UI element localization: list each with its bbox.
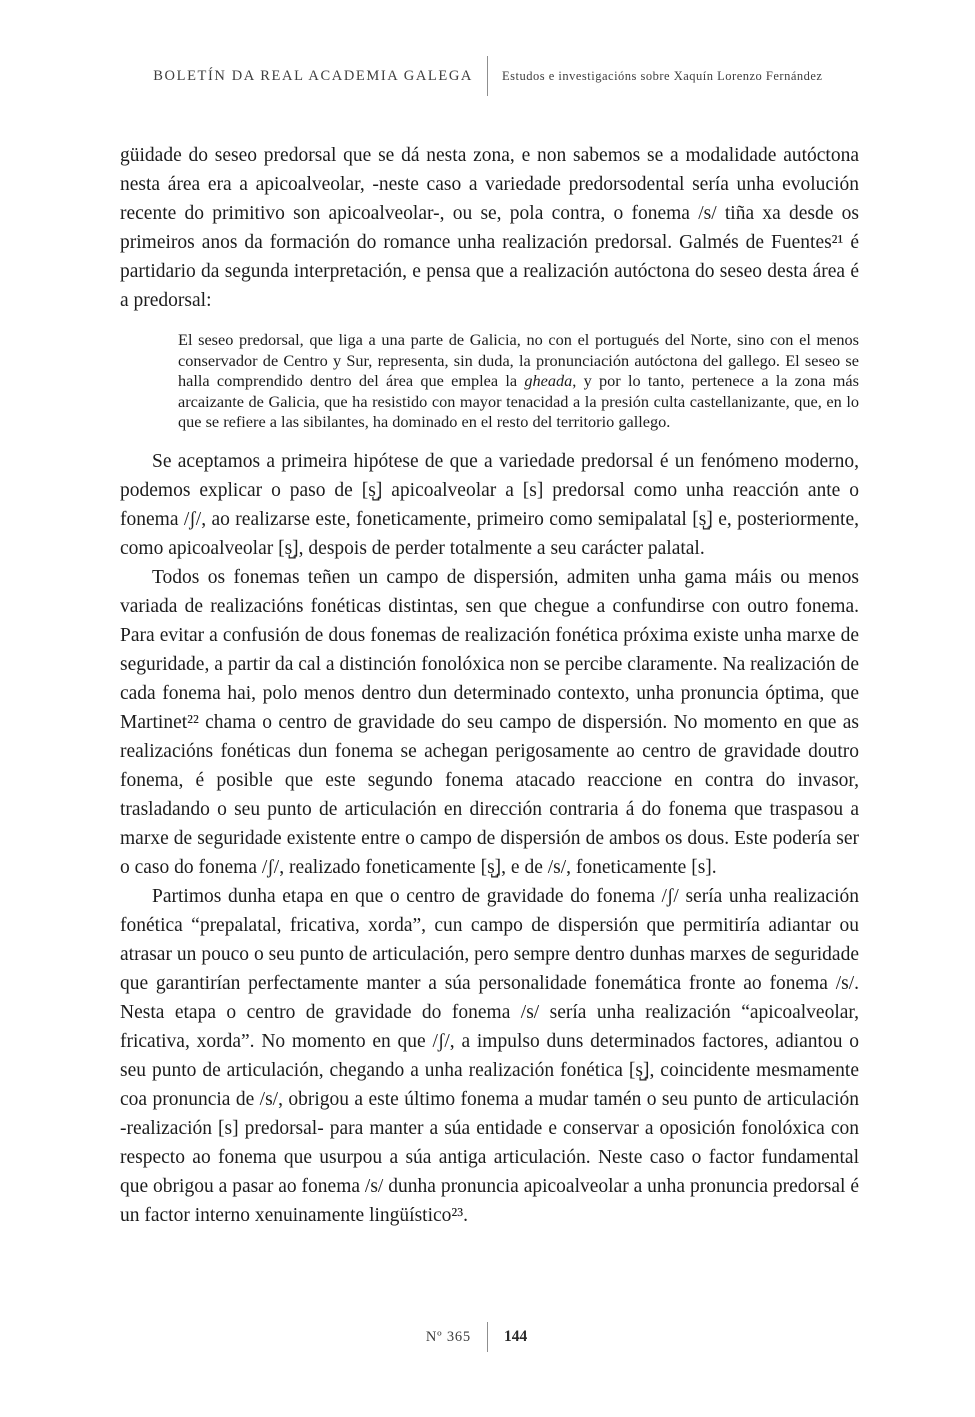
- quote-text-part2: , y por lo tanto, pertenece a la zona más arcaizante de Galicia, que ha resistido con mayor tenacidad a la presión culta castellanizante, que, en lo que se refiere a las sibilantes, ha dominado en el resto del territorio gallego.: [178, 371, 859, 432]
- page-footer: [0, 1322, 975, 1352]
- quote-italic-term: gheada: [524, 371, 573, 391]
- paragraph: Se aceptamos a primeira hipótese de que a variedade predorsal é un fenómeno moderno, podemos explicar o paso de [s̺] apicoalveolar a [s] predorsal como unha reacción ante o fonema /ʃ/, ao realizarse este, foneticamente, primeiro como semipalatal [s̺] e, posteriormente, como apicoalveolar [s̺], despois de perder totalmente a seu carácter palatal.: [120, 450, 859, 559]
- article-body: [120, 141, 859, 1230]
- issue-subtitle: Estudos e investigacións sobre Xaquín Lorenzo Fernández: [502, 68, 823, 83]
- page-number: 144: [504, 1328, 528, 1345]
- issue-number: Nº 365: [425, 1328, 471, 1345]
- paragraph-continuation: güidade do seseo predorsal que se dá nesta zona, e non sabemos se a modalidade autóctona nesta área era a apicoalveolar, -neste caso a variedade predorsodental sería unha evolución recente do primitivo son apicoalveolar-, ou se, pola contra, o fonema /s/ tiña xa desde os primeiros anos da formación do romance unha realización predorsal. Galmés de Fuentes²¹ é partidario da segunda interpretación, e pensa que a realización autóctona do seseo desta área é a predorsal:: [120, 145, 859, 311]
- quote-text-part1: El seseo predorsal, que liga a una parte de Galicia, no con el portugués del Norte, sino con el menos conservador de Centro y Sur, representa, sin duda, la pronunciación autóctona del gallego. El seseo se halla comprendido dentro del área que emplea la: [178, 330, 859, 391]
- page-header: [0, 56, 975, 96]
- journal-title: BOLETÍN DA REAL ACADEMIA GALEGA: [153, 67, 473, 84]
- paragraph: Todos os fonemas teñen un campo de dispersión, admiten unha gama máis ou menos variada de realizacións fonéticas distintas, sen que chegue a confundirse con outro fonema. Para evitar a confusión de dous fonemas de realización fonética próxima existe unha marxe de seguridade, a partir da cal a distinción fonolóxica non se percibe claramente. Na realización de cada fonema hai, polo menos dentro dun determinado contexto, unha pronuncia óptima, que Martinet²² chama o centro de gravidade do seu campo de dispersión. No momento en que as realizacións fonéticas dun fonema se achegan perigosamente ao centro de gravidade doutro fonema, é posible que este segundo fonema atacado reaccione en contra do invasor, trasladando o seu punto de articulación en dirección contraria á do fonema que traspasou a marxe de seguridade existente entre o campo de dispersión de ambos os dous. Este podería ser o caso do fonema /ʃ/, realizado foneticamente [s̺], e de /s/, foneticamente [s].: [120, 566, 859, 878]
- block-quote: [178, 330, 859, 433]
- paragraph: Partimos dunha etapa en que o centro de gravidade do fonema /ʃ/ sería unha realización fonética “prepalatal, fricativa, xorda”, cun campo de dispersión que permitiría adiantar ou atrasar un pouco o seu punto de articulación, pero sempre dentro dunhas marxes de seguridade que garantirían perfectamente manter a súa personalidade fonemática fronte ao fonema /s/. Nesta etapa o centro de gravidade do fonema /s/ sería unha realización “apicoalveolar, fricativa, xorda”. No momento en que /ʃ/, a impulso duns determinados factores, adiantou o seu punto de articulación, chegando a unha realización fonética [s̺], coincidente mesmamente coa pronuncia de /s/, obrigou a este último fonema a mudar tamén o seu punto de articulación -realización [s] predorsal- para manter a súa entidade e conservar a oposición fonolóxica con respecto ao fonema que usurpou a súa antiga articulación. Neste caso o factor fundamental que obrigou a pasar ao fonema /s/ dunha pronuncia apicoalveolar a unha pronuncia predorsal é un factor interno xenuinamente lingüístico²³.: [120, 885, 859, 1226]
